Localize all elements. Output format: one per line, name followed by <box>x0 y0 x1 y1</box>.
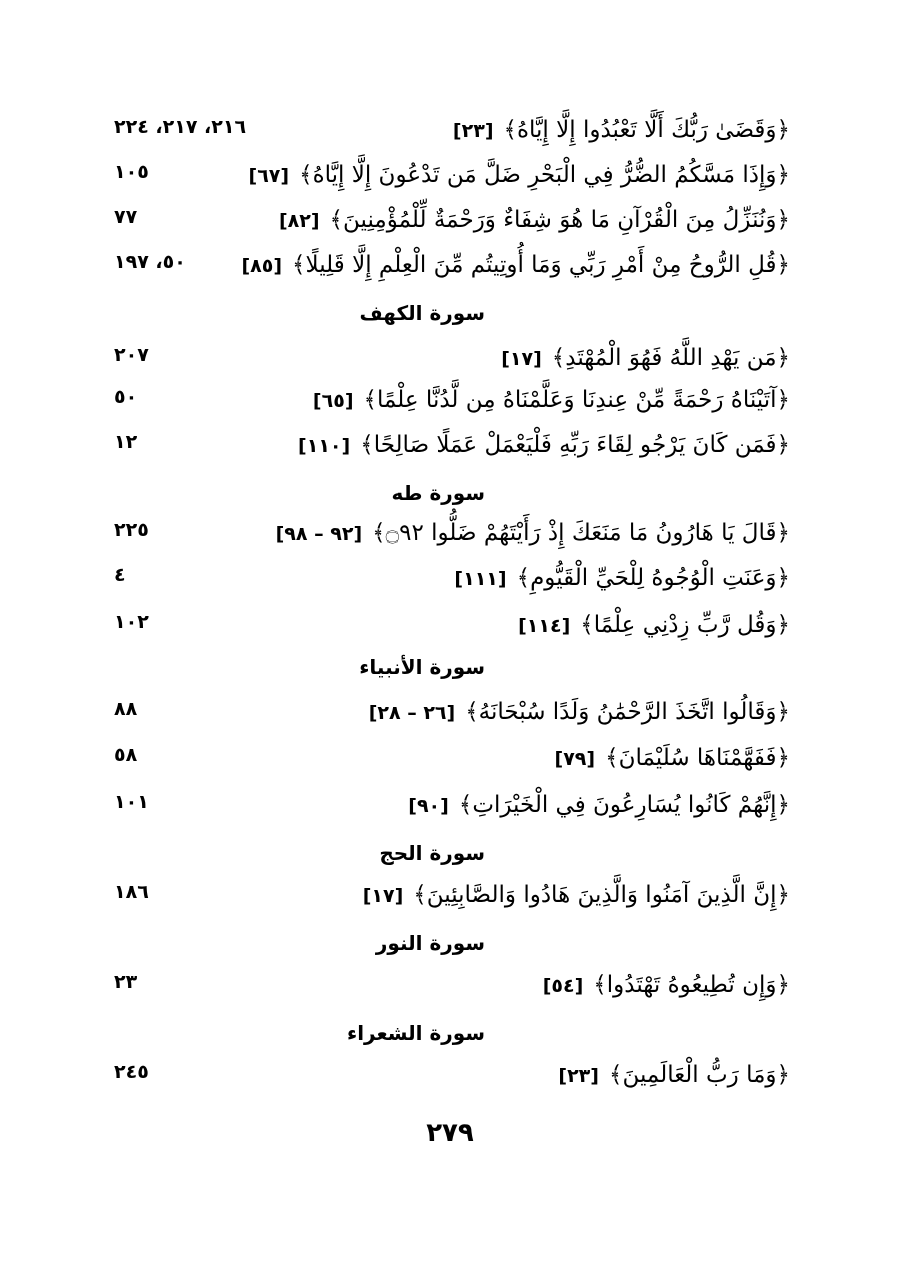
verse-text: ﴿فَفَهَّمْنَاهَا سُلَيْمَانَ﴾ <box>605 745 790 771</box>
verse-reference: [٢٣] <box>452 120 494 142</box>
page-references: ١٠٥ <box>114 161 149 183</box>
verse-cell <box>454 558 790 599</box>
index-entry <box>100 155 790 199</box>
verse-text: ﴿وَقُل رَّبِّ زِدْنِي عِلْمًا﴾ <box>580 612 790 638</box>
verse-text: ﴿وَقَضَىٰ رَبُّكَ أَلَّا تَعْبُدُوا إِلَّا إِيَّاهُ﴾ <box>503 117 790 143</box>
verse-reference: [١٧] <box>362 885 404 907</box>
index-entry <box>100 605 790 649</box>
verse-text: ﴿وَإِذَا مَسَّكُمُ الضُّرُّ فِي الْبَحْرِ ضَلَّ مَن تَدْعُونَ إِلَّا إِيَّاهُ﴾ <box>299 162 790 188</box>
page-references: ٥٠، ١٩٧ <box>114 251 186 273</box>
verse-reference: [٩٢ – ٩٨] <box>275 523 363 545</box>
verse-text: ﴿مَن يَهْدِ اللَّهُ فَهُوَ الْمُهْتَدِ﴾ <box>551 345 790 371</box>
verse-cell <box>363 875 790 916</box>
verse-text: ﴿إِنَّ الَّذِينَ آمَنُوا وَالَّذِينَ هَادُوا وَالصَّابِئِينَ﴾ <box>413 882 790 908</box>
page-references: ٢٣ <box>114 971 138 993</box>
index-entry <box>100 338 790 382</box>
verse-text: ﴿وَإِن تُطِيعُوهُ تَهْتَدُوا﴾ <box>593 972 790 998</box>
verse-reference: [١١١] <box>454 568 507 590</box>
verse-cell <box>313 380 790 421</box>
verse-cell <box>369 692 790 733</box>
verse-reference: [٨٥] <box>241 255 283 277</box>
page-references: ٢٠٧ <box>114 344 149 366</box>
verse-text: ﴿وَمَا رَبُّ الْعَالَمِينَ﴾ <box>608 1062 790 1088</box>
verse-cell <box>518 605 790 646</box>
index-entry <box>100 558 790 602</box>
page-references: ٥٠ <box>114 386 138 408</box>
verse-text: ﴿قُلِ الرُّوحُ مِنْ أَمْرِ رَبِّي وَمَا أُوتِيتُم مِّنَ الْعِلْمِ إِلَّا قَلِيلًا﴾ <box>292 252 790 278</box>
page-references: ٢٢٥ <box>114 519 149 541</box>
verse-cell <box>279 200 790 241</box>
index-entry <box>100 110 790 154</box>
verse-cell <box>555 738 790 779</box>
surah-heading: سورة طه <box>391 481 485 505</box>
verse-text: ﴿وَعَنَتِ الْوُجُوهُ لِلْحَيِّ الْقَيُّومِ﴾ <box>516 565 790 591</box>
verse-reference: [٦٧] <box>248 165 290 187</box>
page-references: ١٨٦ <box>114 881 149 903</box>
index-entry <box>100 738 790 782</box>
page-number: ٢٧٩ <box>426 1118 474 1148</box>
surah-heading: سورة الكهف <box>359 301 485 325</box>
verse-cell <box>408 785 790 826</box>
index-entry <box>100 692 790 736</box>
surah-heading: سورة الشعراء <box>346 1021 485 1045</box>
verse-reference: [١١٠] <box>298 435 351 457</box>
surah-heading: سورة الأنبياء <box>359 655 485 679</box>
page-references: ٥٨ <box>114 744 138 766</box>
page-references: ٧٧ <box>114 206 138 228</box>
index-entry <box>100 245 790 289</box>
verse-text: ﴿إِنَّهُمْ كَانُوا يُسَارِعُونَ فِي الْخَيْرَاتِ﴾ <box>458 792 790 818</box>
index-entry <box>100 200 790 244</box>
index-entry <box>100 785 790 829</box>
verse-reference: [٦٥] <box>312 390 354 412</box>
verse-reference: [٢٦ – ٢٨] <box>368 702 456 724</box>
index-entry <box>100 1055 790 1099</box>
index-entry <box>100 380 790 424</box>
page-references: ٢١٦، ٢١٧، ٢٢٤ <box>114 116 247 138</box>
verse-reference: [٨٢] <box>278 210 320 232</box>
verse-text: ﴿آتَيْنَاهُ رَحْمَةً مِّنْ عِندِنَا وَعَلَّمْنَاهُ مِن لَّدُنَّا عِلْمًا﴾ <box>363 387 790 413</box>
surah-heading: سورة النور <box>375 931 485 955</box>
verse-text: ﴿وَنُنَزِّلُ مِنَ الْقُرْآنِ مَا هُوَ شِفَاءٌ وَرَحْمَةٌ لِّلْمُؤْمِنِينَ﴾ <box>329 207 790 233</box>
page-references: ١٢ <box>114 431 138 453</box>
page-references: ١٠٢ <box>114 611 149 633</box>
verse-cell <box>241 245 790 286</box>
page-references: ٢٤٥ <box>114 1061 149 1083</box>
verse-cell <box>249 155 790 196</box>
verse-reference: [١٧] <box>501 348 542 370</box>
verse-cell <box>453 110 790 151</box>
page-references: ٤ <box>114 564 126 586</box>
verse-text: ﴿وَقَالُوا اتَّخَذَ الرَّحْمَٰنُ وَلَدًا سُبْحَانَهُ﴾ <box>465 699 790 725</box>
verse-reference: [٧٩] <box>554 748 596 770</box>
page-references: ١٠١ <box>114 791 149 813</box>
surah-heading: سورة الحج <box>379 841 485 865</box>
index-entry <box>100 875 790 919</box>
page-references: ٨٨ <box>114 698 138 720</box>
verse-cell <box>558 1055 790 1096</box>
index-entry <box>100 425 790 469</box>
verse-cell <box>298 425 790 466</box>
verse-reference: [٩٠] <box>408 795 449 817</box>
verse-reference: [١١٤] <box>518 615 571 637</box>
verse-reference: [٥٤] <box>542 975 584 997</box>
verse-cell <box>543 965 790 1006</box>
verse-cell <box>276 513 790 554</box>
verse-text: ﴿فَمَن كَانَ يَرْجُو لِقَاءَ رَبِّهِ فَلْيَعْمَلْ عَمَلًا صَالِحًا﴾ <box>360 432 790 458</box>
index-entry <box>100 513 790 557</box>
verse-cell <box>501 338 790 379</box>
verse-reference: [٢٣] <box>558 1065 599 1087</box>
index-entry <box>100 965 790 1009</box>
verse-text: ﴿قَالَ يَا هَارُونُ مَا مَنَعَكَ إِذْ رَأَيْتَهُمْ ضَلُّوا ۝٩٢﴾ <box>372 520 790 546</box>
